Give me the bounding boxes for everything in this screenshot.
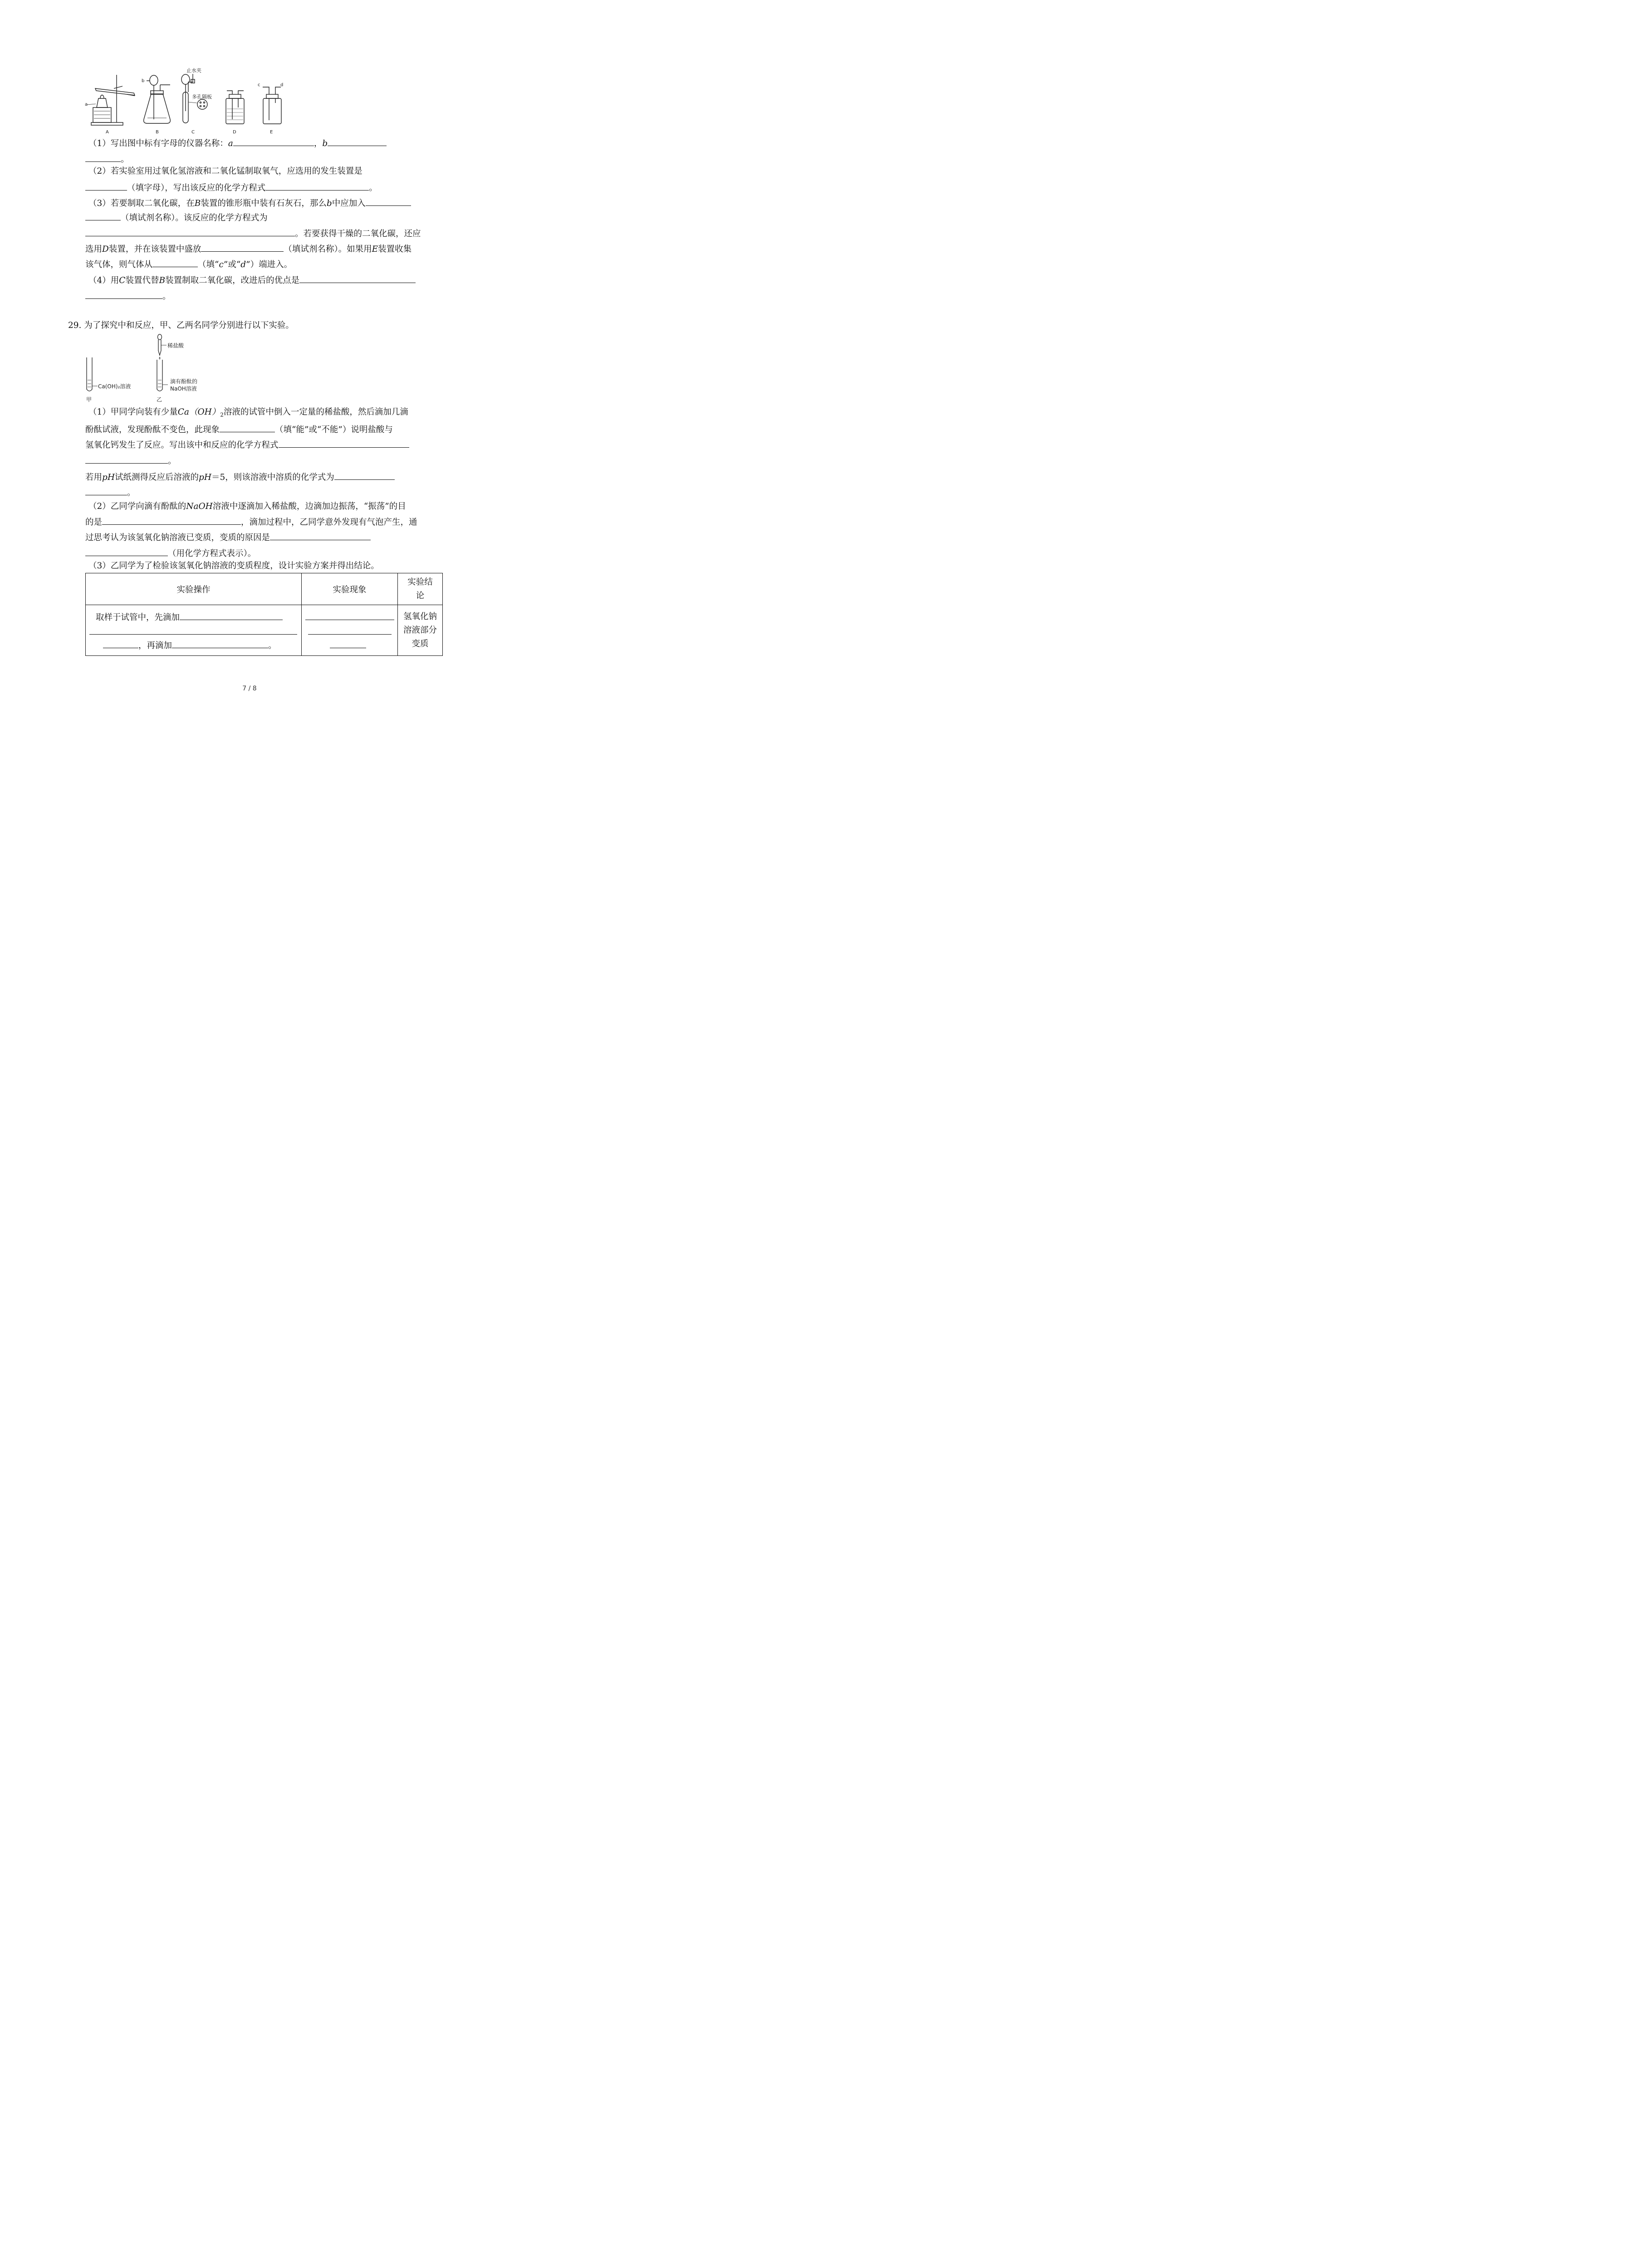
q28-p3: （3）若要制取二氧化碳，在B装置的锥形瓶中装有石灰石，那么b中应加入 <box>88 197 411 209</box>
blank-equation-o2[interactable] <box>265 182 369 191</box>
q28-p1-cont: 。 <box>85 153 129 165</box>
q28-p4: （4）用C装置代替B装置制取二氧化碳，改进后的优点是 <box>88 274 416 286</box>
q28-p1: （1）写出图中标有字母的仪器名称：a ，b <box>88 137 387 149</box>
apparatus-d <box>226 91 244 135</box>
label-a: a <box>85 102 88 107</box>
apparatus-b <box>142 75 170 135</box>
label-B: B <box>156 130 159 135</box>
page-number: 7 / 8 <box>242 685 257 692</box>
blank-b[interactable] <box>328 137 387 146</box>
q29-p1-cont2: 氢氧化钙发生了反应。写出该中和反应的化学方程式 <box>85 439 409 451</box>
q28-p3-cont4: 该气体，则气体从 （填“c”或“d”）端进入。 <box>85 259 292 270</box>
tube2-label-a: 滴有酚酞的 <box>170 378 198 385</box>
blank-reagent-b[interactable] <box>366 197 411 206</box>
plate-label: 多孔隔板 <box>192 94 212 100</box>
q28-p3-cont2: 。若要获得干燥的二氧化碳，还应 <box>85 228 421 240</box>
label-yi: 乙 <box>157 396 162 403</box>
q29-p1: （1）甲同学向装有少量$Ca(OH)_2$溶液的试管中倒入一定量的稀盐酸，然后滴加几滴 <box>88 407 408 418</box>
blank-neutralization-eq[interactable] <box>279 439 409 448</box>
q29-p2-cont2: 过思考认为该氢氧化钠溶液已变质，变质的原因是 <box>85 532 371 543</box>
header-conclusion: 实验结 论 <box>398 573 443 605</box>
page <box>0 0 499 705</box>
tube-jia <box>86 357 131 403</box>
q29-stem: 29. 为了探究中和反应，甲、乙两名同学分别进行以下实验。 <box>68 321 294 330</box>
header-phenomenon: 实验现象 <box>302 573 398 605</box>
acid-label: 稀盐酸 <box>167 342 184 349</box>
q29-p2-cont1: 的是 ，滴加过程中，乙同学意外发现有气泡产生，通 <box>85 516 417 528</box>
blank-solute[interactable] <box>334 471 395 480</box>
blank-reagent-1-cont2[interactable] <box>103 640 138 648</box>
header-operation: 实验操作 <box>86 573 302 605</box>
blank-phenomenon-1[interactable] <box>305 611 394 620</box>
blank-drying-agent[interactable] <box>201 243 284 252</box>
blank-shake-purpose[interactable] <box>102 516 241 525</box>
tube-yi <box>157 334 197 403</box>
apparatus-e <box>258 83 283 135</box>
experiment-table <box>85 573 443 656</box>
label-d: d <box>280 83 284 88</box>
cell-conclusion: 氢氧化钠 溶液部分 变质 <box>398 605 443 656</box>
q28-p3-cont1: （填试剂名称）。该反应的化学方程式为 <box>85 212 268 224</box>
apparatus-figure <box>84 66 293 136</box>
q29-p1-cont5: 。 <box>85 487 136 499</box>
blank-neutralization-eq-cont[interactable] <box>85 455 168 464</box>
tube2-label-b: NaOH溶液 <box>170 386 197 392</box>
q29-p1-cont3: 。 <box>85 455 176 467</box>
blank-equation-co2[interactable] <box>85 228 295 236</box>
label-E: E <box>270 130 273 135</box>
label-b: b <box>142 78 145 83</box>
blank-advantage[interactable] <box>299 274 416 283</box>
blank-reagent-1-cont[interactable] <box>89 626 297 635</box>
q29-p2: （2）乙同学向滴有酚酞的NaOH溶液中逐滴加入稀盐酸，边滴加边振荡，“振荡”的目 <box>88 502 406 511</box>
blank-reagent-1[interactable] <box>180 611 283 620</box>
blank-a[interactable] <box>233 137 314 146</box>
q28-p2-cont: （填字母），写出该反应的化学方程式 。 <box>85 182 377 194</box>
blank-advantage-cont[interactable] <box>85 290 162 299</box>
apparatus-a <box>85 75 135 135</box>
q28-p2: （2）若实验室用过氧化氢溶液和二氧化锰制取氧气，应选用的发生装置是 <box>88 166 362 176</box>
q29-p1-cont4: 若用pH试纸测得反应后溶液的pH＝5，则该溶液中溶质的化学式为 <box>85 471 395 483</box>
blank-port[interactable] <box>152 259 198 267</box>
blank-reagent-b-cont[interactable] <box>85 212 121 220</box>
q28-p3-cont3: 选用D装置，并在该装置中盛放 （填试剂名称）。如果用E装置收集 <box>85 243 411 255</box>
clamp-label: 止水夹 <box>186 68 201 73</box>
blank-deterioration-eq-cont[interactable] <box>85 547 168 556</box>
label-A: A <box>106 130 109 135</box>
cell-operation: 取样于试管中，先滴加 ，再滴加 。 <box>86 605 302 656</box>
label-C: C <box>191 130 195 135</box>
label-c: c <box>258 83 260 88</box>
blank-b-cont[interactable] <box>85 153 121 162</box>
blank-phenomenon-3[interactable] <box>330 640 366 648</box>
cell-phenomenon <box>302 605 398 656</box>
tube1-label: Ca(OH)₂溶液 <box>98 383 131 390</box>
blank-solute-cont[interactable] <box>85 487 127 495</box>
q29-p1-cont1: 酚酞试液，发现酚酞不变色，此现象 （填“能”或“不能”）说明盐酸与 <box>85 424 393 435</box>
q29-p2-cont3: （用化学方程式表示）。 <box>85 547 256 559</box>
label-D: D <box>233 130 236 135</box>
blank-reagent-2[interactable] <box>172 640 268 648</box>
label-jia: 甲 <box>86 396 92 403</box>
q29-p3: （3）乙同学为了检验该氢氧化钠溶液的变质程度，设计实验方案并得出结论。 <box>88 561 379 571</box>
neutralization-figure <box>84 332 211 407</box>
blank-deterioration-eq[interactable] <box>270 532 371 540</box>
q28-p4-cont: 。 <box>85 290 171 302</box>
blank-can-or-not[interactable] <box>220 424 275 432</box>
apparatus-c <box>181 67 212 135</box>
blank-phenomenon-2[interactable] <box>308 626 392 635</box>
blank-device[interactable] <box>85 182 127 191</box>
